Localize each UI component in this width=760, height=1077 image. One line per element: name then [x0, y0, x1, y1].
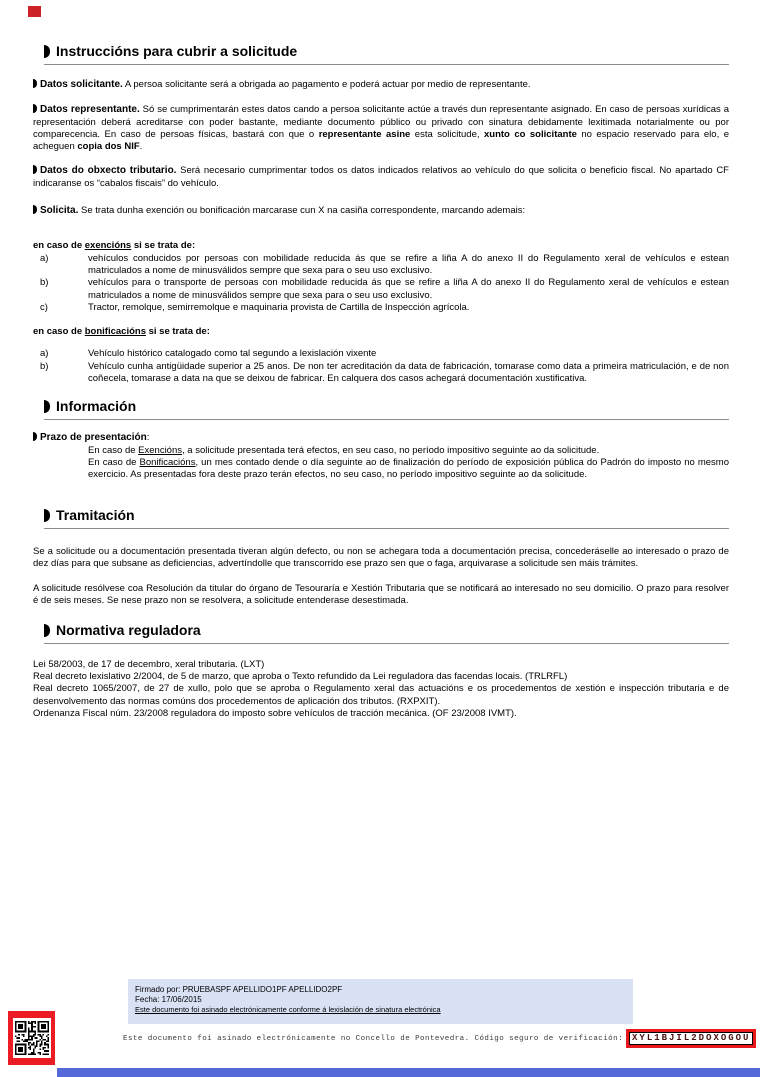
paragraph-label: Datos solicitante. — [40, 79, 123, 90]
info-line-bonificacions: En caso de Bonificacións, un mes contado dende o día seguinte ao de finalización do período de exposición pública do Padrón do imposto no mesmo exercicio. As presentadas fora deste prazo terán efectos, no seu caso, no período impositivo seguinte ao da solicitude. — [88, 456, 730, 481]
signature-date: Fecha: 17/06/2015 — [135, 995, 202, 1004]
info-line-exencions: En caso de Exencións, a solicitude presentada terá efectos, en seu caso, no período impositivo seguinte ao da solicitude. — [88, 444, 600, 456]
signature-signed-by: Firmado por: PRUEBASPF APELLIDO1PF APELLIDO2PF — [135, 985, 343, 994]
paragraph-text: Será necesario cumprimentar todos os datos indicados relativos ao vehículo do que solicita o beneficio fiscal. No apartado CF indicaranse os “cabalos fiscais” do vehículo. — [33, 165, 729, 189]
section-bullet-icon — [44, 45, 50, 58]
normativa-line: Real decreto lexislativo 2/2004, de 5 de marzo, que aproba o Texto refundido da Lei reguladora das facendas locais. (TRLRFL) — [33, 671, 568, 683]
paragraph-label: Datos do obxecto tributario. — [40, 165, 177, 177]
section-heading-tramitacion — [44, 508, 729, 529]
tramitacion-paragraph-2: A solicitude resólvese coa Resolución da titular do órgano de Tesouraría e Xestión Tributaria que se notificará ao interesado no seu domicilio. O prazo para resolver é de seis meses. Se nese prazo non se resolvera, a solicitude entenderase desestimada. — [33, 583, 729, 607]
paragraph-label: Datos representante. — [40, 104, 140, 116]
paragraph-prazo-label — [33, 432, 729, 444]
paragraph-colon: : — [146, 432, 150, 444]
paragraph-text: A persoa solicitante será a obrigada ao pagamento e poderá actuar por medio de representante. — [122, 79, 531, 90]
signature-statement: Este documento foi asinado electrónicamente conforme á lexislación de sinatura electrónica — [135, 1005, 441, 1014]
list-item — [33, 302, 729, 314]
list-item — [33, 361, 729, 386]
list-item-marker: c) — [40, 301, 48, 313]
normativa-line: Real decreto 1065/2007, de 27 de xullo, polo que se aproba o Regulamento xeral das actuacións e os procedementos de xestión e inspección tributaria e de desenvolvemento das normas comúns dos procedementos de aplicación dos tributos. (RXPXIT). — [33, 683, 729, 707]
list-item — [33, 253, 729, 278]
verification-footer — [123, 1029, 756, 1048]
list-item-text: Tractor, remolque, semirremolque e maquinaria provista de Cartilla de Inspección agrícola. — [88, 301, 470, 313]
list-item — [33, 277, 729, 302]
list-item-marker: a) — [40, 252, 49, 264]
section-heading-informacion — [44, 399, 729, 420]
section-title: Normativa reguladora — [56, 621, 201, 638]
item-bullet-icon — [33, 165, 37, 174]
item-bullet-icon — [33, 104, 37, 113]
section-title: Tramitación — [56, 506, 135, 523]
paragraph-label: Prazo de presentación — [40, 432, 147, 444]
qr-code — [13, 1018, 51, 1058]
paragraph-solicita — [33, 205, 729, 217]
paragraph-solicitante — [33, 79, 729, 91]
paragraph-representante — [33, 104, 729, 153]
paragraph-text: Só se cumprimentarán estes datos cando a persoa solicitante actúe a través dun representante asignado. En caso de persoas xurídicas a representación deberá acreditarse con poder bastante, mediante documento público ou privado con sinatura debidamente lexitimada notarialmente ou por comparecencia. En caso de persoas físicas, bastará con que o representante asine esta solicitude, xunto co solicitante no espacio reservado para elo, e acheguen copia dos NIF. — [33, 104, 729, 153]
section-heading-instructions — [44, 44, 729, 65]
verification-code: XYL1BJIL2DOXOGOU — [629, 1032, 753, 1045]
bottom-bar — [57, 1068, 760, 1077]
list-header-exencions: en caso de exencións si se trata de: — [33, 240, 196, 252]
paragraph-label: Solicita. — [40, 205, 79, 217]
item-bullet-icon — [33, 205, 37, 214]
list-item-marker: a) — [40, 348, 49, 360]
list-item-text: Vehículo cunha antigüidade superior a 25 anos. De non ter acreditación da data de fabricación, tomarase como data a primeira matriculación, e de non coñecela, tomarase a data na que se deixou de fabricar. En calquera dos casos achegará documentación xustificativa. — [88, 360, 729, 385]
tramitacion-paragraph-1: Se a solicitude ou a documentación presentada tiveran algún defecto, ou non se achegara toda a documentación precisa, concederáselle ao interesado o prazo de dez días para que subsane as deficiencias, advertíndolle que transcorrido ese prazo sen que o faga, arquivarase a solicitude sen máis trámites. — [33, 545, 729, 569]
section-bullet-icon — [44, 400, 50, 413]
item-bullet-icon — [33, 432, 37, 441]
paragraph-text: Se trata dunha exención ou bonificación marcarase cun X na casiña correspondente, marcando ademais: — [78, 205, 526, 217]
list-item — [33, 348, 729, 360]
section-title: Instruccións para cubrir a solicitude — [56, 43, 298, 59]
verification-code-box — [626, 1029, 756, 1048]
section-bullet-icon — [44, 624, 50, 637]
qr-code-frame — [8, 1011, 55, 1065]
qr-code-svg — [15, 1021, 49, 1055]
list-item-text: Vehículo histórico catalogado como tal segundo a lexislación vixente — [88, 348, 377, 360]
section-title: Información — [56, 398, 137, 415]
normativa-line: Lei 58/2003, de 17 de decembro, xeral tributaria. (LXT) — [33, 658, 265, 670]
document-content — [33, 0, 729, 720]
list-item-text: vehículos conducidos por persoas con mobilidade reducida ás que se refire a liña A do anexo II do Regulamento xeral de vehículos e estean matriculados a nome de minusválidos sempre que sexa para o seu uso exclusivo. — [88, 252, 729, 276]
item-bullet-icon — [33, 79, 37, 88]
paragraph-obxecto — [33, 165, 729, 190]
verification-text: Este documento foi asinado electrónicamente no Concello de Pontevedra. Código seguro de verificación: — [123, 1034, 624, 1043]
section-heading-normativa — [44, 623, 729, 644]
list-header-bonificacions: en caso de bonificacións si se trata de: — [33, 326, 210, 338]
list-item-text: vehículos para o transporte de persoas con mobilidade reducida ás que se refire a liña A do anexo II do Regulamento xeral de vehículos e estean matriculados a nome de minusválidos sempre que sexa para o seu uso exclusivo. — [88, 277, 729, 301]
list-item-marker: b) — [40, 360, 49, 372]
normativa-line: Ordenanza Fiscal núm. 23/2008 reguladora do imposto sobre vehículos de tracción mecánica. (OF 23/2008 IVMT). — [33, 707, 517, 719]
signature-box — [128, 979, 633, 1024]
list-item-marker: b) — [40, 277, 49, 289]
section-bullet-icon — [44, 509, 50, 522]
